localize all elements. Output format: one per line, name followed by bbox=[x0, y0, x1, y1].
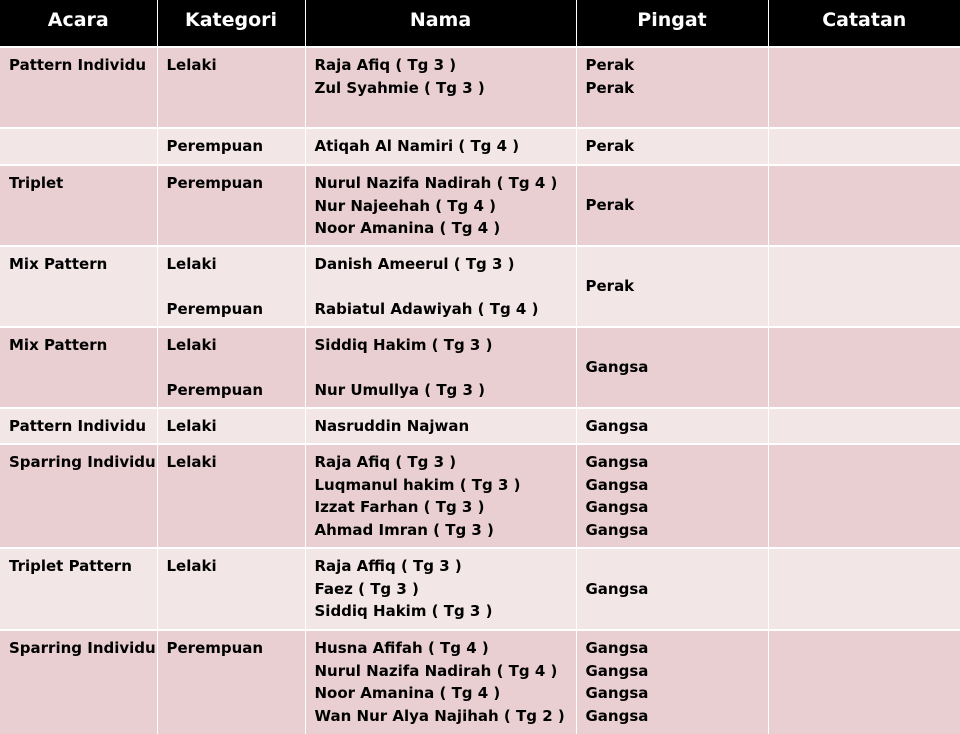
acara-cell: Pattern Individu bbox=[0, 47, 157, 128]
catatan-cell bbox=[768, 165, 960, 246]
pingat-text: Gangsa bbox=[585, 579, 649, 598]
nama-text: Nasruddin Najwan bbox=[314, 417, 470, 435]
kategori-text: Perempuan bbox=[166, 137, 264, 155]
acara-cell: Mix Pattern bbox=[0, 246, 157, 327]
nama-text: Nurul Nazifa Nadirah ( Tg 4 ) bbox=[314, 661, 558, 680]
pingat-text: Perak bbox=[585, 277, 635, 296]
header-catatan: Catatan bbox=[768, 0, 960, 47]
catatan-cell bbox=[768, 128, 960, 165]
kategori-text: Lelaki bbox=[166, 56, 217, 74]
acara-cell bbox=[0, 128, 157, 165]
table-body bbox=[0, 47, 960, 734]
pingat-cell bbox=[576, 408, 768, 444]
nama-text: Noor Amanina ( Tg 4 ) bbox=[314, 684, 501, 702]
catatan-cell bbox=[768, 47, 960, 128]
pingat-cell bbox=[576, 444, 768, 548]
pingat-cell bbox=[576, 165, 768, 246]
catatan-cell bbox=[768, 246, 960, 327]
nama-text: Raja Affiq ( Tg 3 ) bbox=[314, 557, 462, 575]
catatan-cell bbox=[768, 548, 960, 630]
pingat-cell bbox=[576, 128, 768, 165]
acara-cell: Sparring Individu bbox=[0, 444, 157, 548]
nama-text: Danish Ameerul ( Tg 3 ) bbox=[314, 255, 515, 273]
nama-text: Siddiq Hakim ( Tg 3 ) bbox=[314, 336, 493, 354]
nama-cell bbox=[305, 165, 576, 246]
pingat-text: Gangsa bbox=[585, 358, 649, 377]
catatan-cell bbox=[768, 444, 960, 548]
kategori-cell bbox=[157, 128, 305, 165]
table-row bbox=[0, 128, 960, 165]
pingat-text: Gangsa bbox=[585, 520, 649, 539]
nama-text: Siddiq Hakim ( Tg 3 ) bbox=[314, 602, 493, 620]
kategori-cell bbox=[157, 165, 305, 246]
acara-cell: Triplet bbox=[0, 165, 157, 246]
nama-text: Izzat Farhan ( Tg 3 ) bbox=[314, 498, 485, 516]
pingat-text: Perak bbox=[585, 78, 635, 97]
nama-text: Raja Afiq ( Tg 3 ) bbox=[314, 453, 457, 471]
nama-text: Wan Nur Alya Najihah ( Tg 2 ) bbox=[314, 706, 565, 725]
kategori-text: Perempuan bbox=[166, 300, 264, 318]
pingat-text: Perak bbox=[585, 56, 635, 74]
table-row bbox=[0, 327, 960, 408]
kategori-cell bbox=[157, 408, 305, 444]
pingat-cell bbox=[576, 246, 768, 327]
table-row bbox=[0, 165, 960, 246]
table-header bbox=[0, 0, 960, 47]
nama-text: Husna Afifah ( Tg 4 ) bbox=[314, 639, 489, 657]
header-pingat: Pingat bbox=[576, 0, 768, 47]
acara-cell: Pattern Individu bbox=[0, 408, 157, 444]
acara-cell: Sparring Individu bbox=[0, 630, 157, 734]
kategori-text: Perempuan bbox=[166, 174, 264, 192]
pingat-text: Gangsa bbox=[585, 498, 649, 516]
table-row bbox=[0, 408, 960, 444]
header-acara: Acara bbox=[0, 0, 157, 47]
kategori-cell bbox=[157, 327, 305, 408]
kategori-cell bbox=[157, 246, 305, 327]
catatan-cell bbox=[768, 327, 960, 408]
pingat-text: Gangsa bbox=[585, 639, 649, 657]
nama-text: Raja Afiq ( Tg 3 ) bbox=[314, 56, 457, 74]
kategori-text: Lelaki bbox=[166, 417, 217, 435]
kategori-text: Lelaki bbox=[166, 453, 217, 471]
table-row bbox=[0, 47, 960, 128]
nama-cell bbox=[305, 444, 576, 548]
kategori-cell bbox=[157, 47, 305, 128]
nama-cell bbox=[305, 548, 576, 630]
nama-cell bbox=[305, 408, 576, 444]
kategori-cell bbox=[157, 548, 305, 630]
kategori-text: Lelaki bbox=[166, 336, 217, 354]
nama-cell bbox=[305, 327, 576, 408]
header-kategori: Kategori bbox=[157, 0, 305, 47]
acara-cell: Triplet Pattern bbox=[0, 548, 157, 630]
pingat-text: Gangsa bbox=[585, 453, 649, 471]
nama-text: Nur Umullya ( Tg 3 ) bbox=[314, 381, 486, 399]
kategori-text: Lelaki bbox=[166, 557, 217, 575]
acara-cell: Mix Pattern bbox=[0, 327, 157, 408]
pingat-text: Gangsa bbox=[585, 417, 649, 435]
table-row bbox=[0, 548, 960, 630]
nama-text: Nur Najeehah ( Tg 4 ) bbox=[314, 196, 497, 215]
kategori-text: Lelaki bbox=[166, 255, 217, 273]
pingat-text: Gangsa bbox=[585, 661, 649, 680]
nama-text: Nurul Nazifa Nadirah ( Tg 4 ) bbox=[314, 174, 558, 192]
pingat-cell bbox=[576, 630, 768, 734]
nama-text: Atiqah Al Namiri ( Tg 4 ) bbox=[314, 137, 520, 155]
kategori-text: Perempuan bbox=[166, 639, 264, 657]
pingat-cell bbox=[576, 327, 768, 408]
pingat-text: Gangsa bbox=[585, 706, 649, 725]
nama-cell bbox=[305, 246, 576, 327]
nama-text: Noor Amanina ( Tg 4 ) bbox=[314, 219, 501, 237]
table-row bbox=[0, 246, 960, 327]
kategori-text: Perempuan bbox=[166, 381, 264, 399]
pingat-cell bbox=[576, 47, 768, 128]
nama-text: Zul Syahmie ( Tg 3 ) bbox=[314, 78, 485, 97]
pingat-cell bbox=[576, 548, 768, 630]
table-row bbox=[0, 630, 960, 734]
pingat-text: Perak bbox=[585, 196, 635, 215]
nama-text: Faez ( Tg 3 ) bbox=[314, 579, 419, 598]
pingat-text: Gangsa bbox=[585, 684, 649, 702]
nama-cell bbox=[305, 128, 576, 165]
header-row bbox=[0, 0, 960, 47]
nama-cell bbox=[305, 47, 576, 128]
nama-text: Rabiatul Adawiyah ( Tg 4 ) bbox=[314, 300, 539, 318]
nama-cell bbox=[305, 630, 576, 734]
table-row bbox=[0, 444, 960, 548]
catatan-cell bbox=[768, 408, 960, 444]
nama-text: Luqmanul hakim ( Tg 3 ) bbox=[314, 475, 521, 494]
pingat-text: Gangsa bbox=[585, 475, 649, 494]
kategori-cell bbox=[157, 630, 305, 734]
catatan-cell bbox=[768, 630, 960, 734]
pingat-text: Perak bbox=[585, 137, 635, 155]
header-nama: Nama bbox=[305, 0, 576, 47]
kategori-cell bbox=[157, 444, 305, 548]
nama-text: Ahmad Imran ( Tg 3 ) bbox=[314, 520, 494, 539]
